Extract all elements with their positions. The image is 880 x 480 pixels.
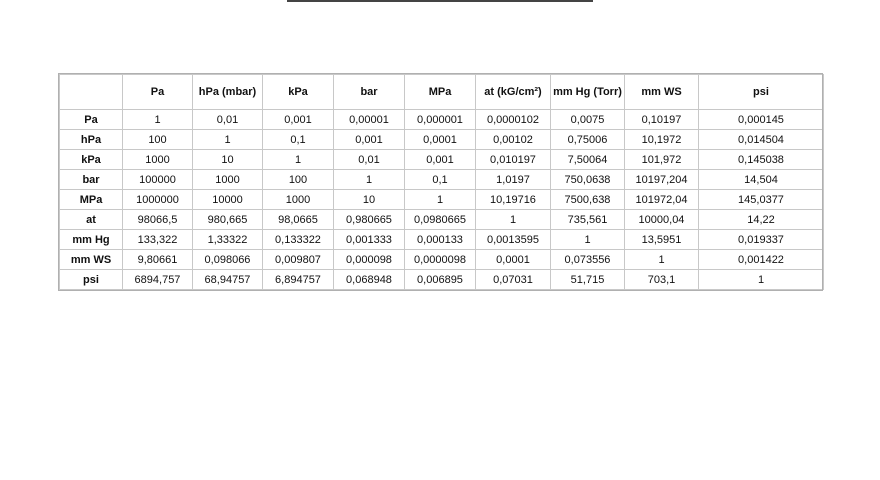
row-header: psi	[60, 270, 123, 290]
table-cell: 0,0000098	[405, 250, 476, 270]
table-cell: 100	[263, 170, 334, 190]
table-cell: 101972,04	[625, 190, 699, 210]
table-cell: 0,10197	[625, 110, 699, 130]
table-cell: 0,014504	[699, 130, 824, 150]
table-cell: 1000	[193, 170, 263, 190]
row-header: hPa	[60, 130, 123, 150]
pressure-conversion-table	[59, 74, 824, 290]
table-row	[60, 150, 824, 170]
column-header-mmws: mm WS	[625, 75, 699, 110]
table-cell: 0,019337	[699, 230, 824, 250]
table-cell: 0,0980665	[405, 210, 476, 230]
table-cell: 0,0001	[476, 250, 551, 270]
table-cell: 1	[405, 190, 476, 210]
table-cell: 1000	[123, 150, 193, 170]
table-cell: 0,009807	[263, 250, 334, 270]
table-row	[60, 210, 824, 230]
table-cell: 0,0000102	[476, 110, 551, 130]
table-cell: 0,0013595	[476, 230, 551, 250]
row-header: mm WS	[60, 250, 123, 270]
table-cell: 0,1	[405, 170, 476, 190]
table-cell: 14,504	[699, 170, 824, 190]
table-cell: 0,07031	[476, 270, 551, 290]
table-cell: 0,098066	[193, 250, 263, 270]
table-cell: 9,80661	[123, 250, 193, 270]
table-row	[60, 230, 824, 250]
table-row	[60, 270, 824, 290]
table-cell: 101,972	[625, 150, 699, 170]
table-cell: 0,75006	[551, 130, 625, 150]
table-cell: 0,001	[334, 130, 405, 150]
table-cell: 133,322	[123, 230, 193, 250]
table-cell: 735,561	[551, 210, 625, 230]
table-cell: 13,5951	[625, 230, 699, 250]
table-cell: 0,001	[263, 110, 334, 130]
column-header-pa: Pa	[123, 75, 193, 110]
table-cell: 980,665	[193, 210, 263, 230]
table-cell: 10,19716	[476, 190, 551, 210]
row-header: kPa	[60, 150, 123, 170]
table-cell: 0,145038	[699, 150, 824, 170]
row-header: Pa	[60, 110, 123, 130]
table-cell: 0,0001	[405, 130, 476, 150]
table-cell: 1	[193, 130, 263, 150]
table-header-row	[60, 75, 824, 110]
table-cell: 1	[699, 270, 824, 290]
table-cell: 0,000098	[334, 250, 405, 270]
table-cell: 0,001422	[699, 250, 824, 270]
table-cell: 0,001333	[334, 230, 405, 250]
table-row	[60, 190, 824, 210]
column-header-hpa: hPa (mbar)	[193, 75, 263, 110]
table-cell: 1	[476, 210, 551, 230]
table-cell: 0,01	[334, 150, 405, 170]
table-cell: 0,00001	[334, 110, 405, 130]
row-header: bar	[60, 170, 123, 190]
table-cell: 145,0377	[699, 190, 824, 210]
table-cell: 1000	[263, 190, 334, 210]
table-cell: 1	[625, 250, 699, 270]
table-row	[60, 130, 824, 150]
row-header: at	[60, 210, 123, 230]
table-cell: 1,0197	[476, 170, 551, 190]
table-cell: 6,894757	[263, 270, 334, 290]
table-cell: 750,0638	[551, 170, 625, 190]
table-cell: 51,715	[551, 270, 625, 290]
table-cell: 0,0075	[551, 110, 625, 130]
table-cell: 100	[123, 130, 193, 150]
table-cell: 1000000	[123, 190, 193, 210]
table-cell: 0,1	[263, 130, 334, 150]
table-cell: 0,068948	[334, 270, 405, 290]
table-cell: 0,000001	[405, 110, 476, 130]
table-cell: 14,22	[699, 210, 824, 230]
table-cell: 10000,04	[625, 210, 699, 230]
table-cell: 1	[263, 150, 334, 170]
table-row	[60, 250, 824, 270]
table-cell: 0,000133	[405, 230, 476, 250]
table-cell: 0,980665	[334, 210, 405, 230]
table-cell: 10,1972	[625, 130, 699, 150]
table-cell: 10	[193, 150, 263, 170]
table-cell: 0,006895	[405, 270, 476, 290]
table-cell: 0,073556	[551, 250, 625, 270]
column-header-kpa: kPa	[263, 75, 334, 110]
column-header-at: at (kG/cm²)	[476, 75, 551, 110]
table-row	[60, 170, 824, 190]
table-cell: 703,1	[625, 270, 699, 290]
table-cell: 6894,757	[123, 270, 193, 290]
table-cell: 1,33322	[193, 230, 263, 250]
table-cell: 1	[551, 230, 625, 250]
table-cell: 10197,204	[625, 170, 699, 190]
table-cell: 68,94757	[193, 270, 263, 290]
table-cell: 7500,638	[551, 190, 625, 210]
table-cell: 0,000145	[699, 110, 824, 130]
table-cell: 0,01	[193, 110, 263, 130]
table-cell: 0,133322	[263, 230, 334, 250]
table-cell: 10	[334, 190, 405, 210]
top-divider-line	[287, 0, 593, 2]
table-cell: 100000	[123, 170, 193, 190]
table-cell: 0,00102	[476, 130, 551, 150]
table-cell: 1	[334, 170, 405, 190]
column-header-psi: psi	[699, 75, 824, 110]
table-cell: 0,010197	[476, 150, 551, 170]
row-header: MPa	[60, 190, 123, 210]
column-header-mpa: MPa	[405, 75, 476, 110]
table-cell: 7,50064	[551, 150, 625, 170]
column-header-bar: bar	[334, 75, 405, 110]
table-cell: 10000	[193, 190, 263, 210]
table-row	[60, 110, 824, 130]
column-header-mmhg: mm Hg (Torr)	[551, 75, 625, 110]
table-cell: 1	[123, 110, 193, 130]
corner-cell	[60, 75, 123, 110]
table-cell: 98,0665	[263, 210, 334, 230]
table-cell: 0,001	[405, 150, 476, 170]
table-cell: 98066,5	[123, 210, 193, 230]
row-header: mm Hg	[60, 230, 123, 250]
